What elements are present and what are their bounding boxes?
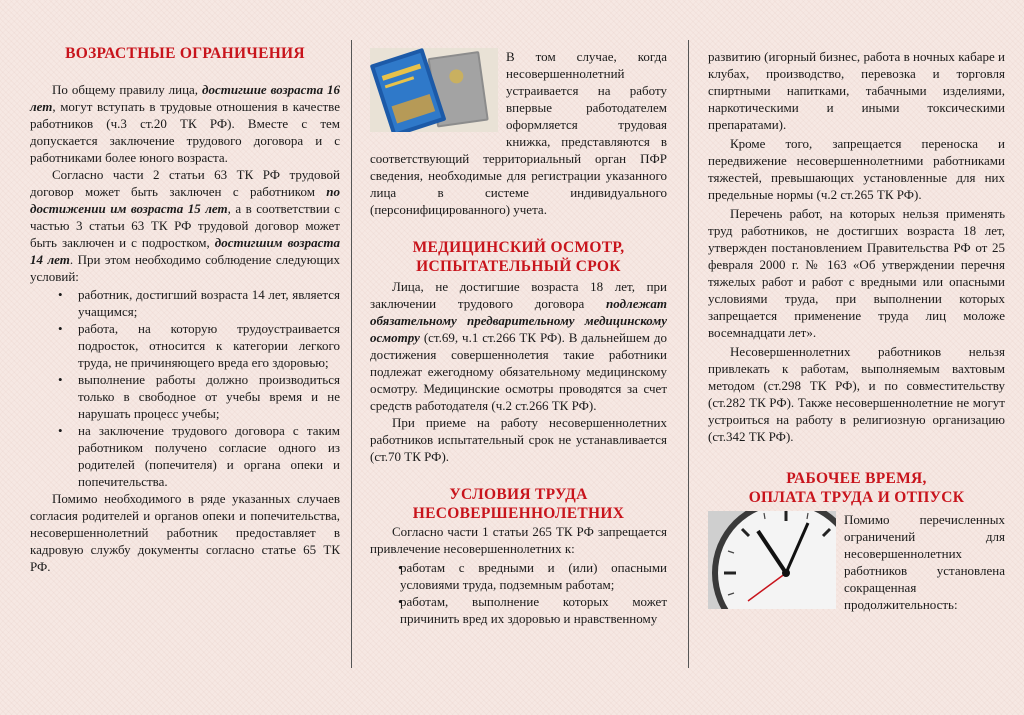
list-item: • на заключение трудового договора с таким работником получено согласие одного из родителей (попечителя) и органа опеки и попечительства. xyxy=(30,422,340,490)
column-medical xyxy=(370,48,667,715)
paragraph-medical-exam: Лица, не достигшие возраста 18 лет, при заключении трудового договора подлежат обязательному предварительному медицинскому осмотру (ст.69, ч.1 ст.266 ТК РФ). В дальнейшем до достижения совершеннолетия такие работники подлежат ежегодному обязательному медицинскому осмотру. Медицинские осмотры проводятся за счет средств работодателя (ч.2 ст.266 ТК РФ). xyxy=(370,279,667,413)
list-item: • работам с вредными и (или) опасными условиями труда, подземным работам; xyxy=(370,559,667,593)
column-work-time xyxy=(708,48,1005,715)
list-item: • выполнение работы должно производиться только в свободное от учебы время и не нарушать процесс учебы; xyxy=(30,371,340,422)
clock-image xyxy=(708,511,836,609)
paragraph-article-265: Согласно части 1 статьи 265 ТК РФ запрещается привлечение несовершеннолетних к: xyxy=(370,524,667,556)
section-title-work-conditions: УСЛОВИЯ ТРУДА НЕСОВЕРШЕННОЛЕТНИХ xyxy=(412,486,625,522)
paragraph-article-63: Согласно части 2 статьи 63 ТК РФ трудовой договор может быть заключен с работником по достижении им возраста 15 лет, а в соответствии с частью 3 статьи 63 ТК РФ трудовой договор может быть заключен и с подростком, достигшим возраста 14 лет. При этом необходимо соблюдение следующих условий: xyxy=(30,167,341,284)
section-title-work-time: РАБОЧЕЕ ВРЕМЯ, ОПЛАТА ТРУДА И ОТПУСК xyxy=(748,470,965,506)
clock-icon xyxy=(708,511,836,609)
column-divider-left xyxy=(351,40,352,668)
list-item: • работа, на которую трудоустраивается подросток, относится к категории легкого труда, не причиняющего вреда его здоровью; xyxy=(30,320,340,371)
conditions-list xyxy=(30,286,340,490)
labor-book-icon xyxy=(370,48,498,132)
paragraph-continuation: развитию (игорный бизнес, работа в ночных кабаре и клубах, производство, перевозка и торговля спиртными напитками, табачными изделиями, наркотическими и иными токсическими препаратами). xyxy=(708,49,1005,132)
list-item: • работам, выполнение которых может причинить вред их здоровью и нравственному xyxy=(370,593,667,627)
paragraph-reduced-hours: Помимо перечисленных ограничений для несовершеннолетних работников установлена сокращенная продолжительность: xyxy=(844,512,1005,612)
paragraph-documents: Помимо необходимого в ряде указанных случаев согласия родителей и органов опеки и попечительства, несовершеннолетний работник предоставляет в кадровую службу документы согласно статье 65 ТК РФ. xyxy=(30,491,340,574)
paragraph-list-of-works: Перечень работ, на которых нельзя применять труд работников, не достигших возраста 18 лет, утвержден постановлением Правительства РФ от 25 февраля 2000 г. № 163 «Об утверждении перечня тяжелых работ и работ с вредными или опасными условиями труда, при выполнении которых запрещается применение труда лиц моложе восемнадцати лет». xyxy=(708,206,1005,340)
column-age-limits xyxy=(30,44,340,715)
labor-book-image xyxy=(370,48,498,132)
paragraph-weight-limits: Кроме того, запрещается переноска и передвижение несовершеннолетними работниками тяжестей, превышающих установленные для них предельные нормы (ч.2 ст.265 ТК РФ). xyxy=(708,136,1005,202)
list-item: • работник, достигший возраста 14 лет, является учащимся; xyxy=(30,286,340,320)
paragraph-shift-work: Несовершеннолетних работников нельзя привлекать к работам, выполняемым вахтовым методом (ст.298 ТК РФ), и по совместительству (ст.282 ТК РФ). Также несовершеннолетние не могут устроиться на работу в религиозную организацию (ст.342 ТК РФ). xyxy=(708,344,1005,444)
section-title-medical: МЕДИЦИНСКИЙ ОСМОТР, ИСПЫТАТЕЛЬНЫЙ СРОК xyxy=(412,239,625,275)
paragraph-general-rule: По общему правилу лица, достигшие возраста 16 лет, могут вступать в трудовые отношения в качестве работников (ч.3 ст.20 ТК РФ). Вместе с тем допускается заключение трудового договора и с работниками более юного возраста. xyxy=(30,82,341,165)
paragraph-labor-book: В том случае, когда несовершеннолетний устраивается на работу впервые работодателем оформляется трудовая книжка, представляются в соответствующий территориальный орган ПФР сведения, необходимые для регистрации указанного лица в системе индивидуального (персонифицированного) учета. xyxy=(370,49,667,217)
column-divider-right xyxy=(688,40,689,668)
section-title-age-limits: ВОЗРАСТНЫЕ ОГРАНИЧЕНИЯ xyxy=(65,45,305,62)
prohibited-work-list xyxy=(370,559,667,627)
paragraph-probation: При приеме на работу несовершеннолетних работников испытательный срок не устанавливается (ст.70 ТК РФ). xyxy=(370,415,667,464)
